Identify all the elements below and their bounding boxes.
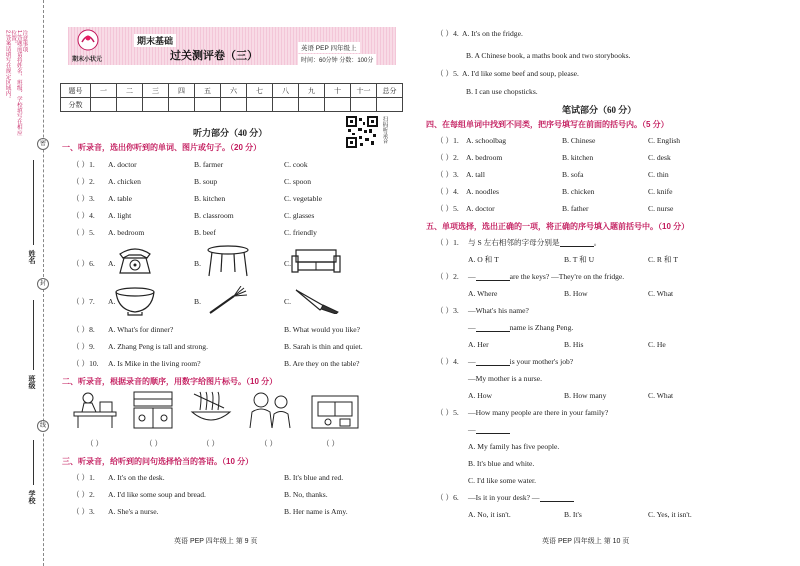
answer-bracket[interactable]: （ ）1. <box>72 160 95 169</box>
fill-blank[interactable] <box>476 427 510 434</box>
option-b: B. beef <box>194 228 216 237</box>
option-a: A. I'd like some beef and soup, please. <box>462 69 579 78</box>
answer-bracket[interactable]: （ ）5. <box>72 228 95 237</box>
option-c: C. friendly <box>284 228 317 237</box>
picture-bracket[interactable]: （ ） <box>145 439 163 448</box>
option-a: A. table <box>108 194 133 203</box>
seal-circle-3: 线 <box>37 420 49 432</box>
option-b: B. sofa <box>562 170 584 179</box>
stem-text: 。 <box>593 238 602 247</box>
question-stem <box>468 358 573 366</box>
option-b: B. chicken <box>562 187 595 196</box>
option-a: A. O 和 T <box>468 255 499 264</box>
option-c: C. cook <box>284 160 308 169</box>
score-input[interactable] <box>221 98 247 112</box>
score-input[interactable] <box>169 98 195 112</box>
fill-blank[interactable] <box>540 495 574 502</box>
option-b: B. farmer <box>194 160 224 169</box>
question-stem: —How many people are there in your family? <box>468 408 609 417</box>
picture-bracket[interactable]: （ ） <box>260 439 278 448</box>
question-stem-line2 <box>468 426 510 434</box>
name-label: 姓名 <box>28 250 35 264</box>
answer-bracket[interactable]: （ ）1. <box>436 238 459 247</box>
score-cell: 九 <box>299 84 325 98</box>
fill-blank[interactable] <box>560 240 594 247</box>
answer-bracket[interactable]: （ ）1. <box>436 136 459 145</box>
score-input[interactable] <box>377 98 403 112</box>
stem-text: is your mother's job? <box>509 357 574 366</box>
answer-bracket[interactable]: （ ）10. <box>72 359 99 368</box>
option-c: C. glasses <box>284 211 315 220</box>
answer-bracket[interactable]: （ ）6. <box>72 259 95 268</box>
option-a: A. doctor <box>466 204 495 213</box>
score-cell: 十一 <box>351 84 377 98</box>
binding-strip <box>0 0 52 566</box>
option-a: A. Where <box>468 289 498 298</box>
score-cell: 八 <box>273 84 299 98</box>
option-a: A. My family has five people. <box>468 442 560 451</box>
option-a: A. bedroom <box>108 228 145 237</box>
stem-text: are the keys? —They're on the fridge. <box>509 272 625 281</box>
option-b: B. <box>194 297 201 306</box>
stem-text: 与 S 左右相邻的字母分别是 <box>468 238 560 247</box>
option-c: C. desk <box>648 153 671 162</box>
section1-title: 一、听录音，选出你听到的单词、图片或句子。（20 分） <box>62 143 262 152</box>
option-a: A. <box>108 259 116 268</box>
left-page-footer: 英语 PEP 四年级上 第 9 页 <box>174 538 258 545</box>
seal-circle-2: 封 <box>37 278 49 290</box>
option-c: C. vegetable <box>284 194 322 203</box>
score-input[interactable] <box>325 98 351 112</box>
option-c: C. English <box>648 136 681 145</box>
answer-bracket[interactable]: （ ）7. <box>72 297 95 306</box>
score-cell: 七 <box>247 84 273 98</box>
option-b: B. T 和 U <box>564 255 595 264</box>
option-b: B. father <box>562 204 589 213</box>
stem-text: — <box>468 425 476 434</box>
option-b: B. I can use chopsticks. <box>466 87 538 96</box>
score-input[interactable] <box>91 98 117 112</box>
option-b: B. kitchen <box>194 194 226 203</box>
picture-bracket[interactable]: （ ） <box>86 439 104 448</box>
option-a: A. tall <box>466 170 485 179</box>
option-a: A. I'd like some soup and bread. <box>108 490 206 499</box>
option-c: C. thin <box>648 170 669 179</box>
score-input[interactable] <box>299 98 325 112</box>
sofa-picture <box>290 246 342 278</box>
answer-bracket[interactable]: （ ）5. <box>436 408 459 417</box>
option-a: A. How <box>468 391 493 400</box>
fork-picture <box>206 286 248 318</box>
option-b: B. Sarah is thin and quiet. <box>284 342 363 351</box>
scene-picture-5 <box>310 390 360 432</box>
qr-caption: 扫码听录音 <box>381 116 388 144</box>
score-table-score-row <box>61 98 403 112</box>
section3-title: 三、听录音，给听到的问句选择恰当的答语。（10 分） <box>62 457 254 466</box>
table-picture <box>206 244 250 280</box>
score-input[interactable] <box>351 98 377 112</box>
option-a: A. It's on the desk. <box>108 473 165 482</box>
option-a: A. light <box>108 211 132 220</box>
option-c: C. He <box>648 340 666 349</box>
option-a: A. Is Mike in the living room? <box>108 359 201 368</box>
score-cell: 六 <box>221 84 247 98</box>
answer-bracket[interactable]: （ ）2. <box>436 153 459 162</box>
option-b: B. It's blue and white. <box>468 459 535 468</box>
option-b: B. How many <box>564 391 607 400</box>
score-table-header-row <box>61 84 403 98</box>
exam-notice: 注意事项 1.答题前请将姓名、班级、学校填写在相应位置。 2.答案请填写在规定区域内。 <box>4 30 28 136</box>
option-b: B. It's blue and red. <box>284 473 344 482</box>
option-a: A. chicken <box>108 177 141 186</box>
subject-grade: 英语 PEP 四年级上 <box>298 42 360 53</box>
option-b: B. classroom <box>194 211 234 220</box>
option-a: A. <box>108 297 116 306</box>
score-cell: 三 <box>143 84 169 98</box>
class-field[interactable] <box>33 300 34 370</box>
option-c: C. I'd like some water. <box>468 476 537 485</box>
series-label: 期末基础 <box>134 34 176 47</box>
answer-bracket[interactable]: （ ）3. <box>72 194 95 203</box>
answer-bracket[interactable]: （ ）2. <box>72 490 95 499</box>
scene-picture-3 <box>188 390 234 432</box>
answer-bracket[interactable]: （ ）3. <box>72 507 95 516</box>
answer-bracket[interactable]: （ ）2. <box>72 177 95 186</box>
option-c: C. knife <box>648 187 673 196</box>
option-c: C. Yes, it isn't. <box>648 510 692 519</box>
option-c: C. <box>284 259 291 268</box>
option-a: A. It's on the fridge. <box>462 29 523 38</box>
option-c: C. spoon <box>284 177 312 186</box>
option-b: B. What would you like? <box>284 325 360 334</box>
picture-bracket[interactable]: （ ） <box>322 439 340 448</box>
score-cell: 题号 <box>61 84 91 98</box>
stem-text: — <box>468 272 476 281</box>
answer-bracket[interactable]: （ ）4. <box>436 357 459 366</box>
score-cell: 一 <box>91 84 117 98</box>
scene-picture-4 <box>246 390 296 432</box>
answer-bracket[interactable]: （ ）4. <box>436 29 459 38</box>
section4-title: 四、在每组单词中找到不同类，把序号填写在前面的括号内。（5 分） <box>426 120 669 129</box>
score-cell: 五 <box>195 84 221 98</box>
time-score: 时间：60分钟 分数：100分 <box>298 54 376 65</box>
scene-picture-1 <box>72 390 118 432</box>
score-table <box>60 83 403 112</box>
section5-title: 五、单项选择，选出正确的一项，将正确的序号填入题前括号中。（10 分） <box>426 222 690 231</box>
knife-picture <box>294 288 340 316</box>
qr-code[interactable] <box>346 116 378 148</box>
score-input[interactable] <box>273 98 299 112</box>
fill-blank[interactable] <box>476 359 510 366</box>
paper-title: 过关测评卷（三） <box>170 50 258 62</box>
stem-text: —Is it in your desk? — <box>468 493 540 502</box>
answer-bracket[interactable]: （ ）9. <box>72 342 95 351</box>
listening-title: 听力部分（40 分） <box>193 128 268 138</box>
score-cell: 分数 <box>61 98 91 112</box>
option-b: B. <box>194 259 201 268</box>
answer-bracket[interactable]: （ ）3. <box>436 306 459 315</box>
option-b: B. kitchen <box>562 153 594 162</box>
option-b: B. No, thanks. <box>284 490 328 499</box>
scene-picture-2 <box>130 390 176 432</box>
answer-bracket[interactable]: （ ）1. <box>72 473 95 482</box>
answer-bracket[interactable]: （ ）6. <box>436 493 459 502</box>
score-cell: 四 <box>169 84 195 98</box>
option-b: B. His <box>564 340 584 349</box>
option-a: A. Zhang Peng is tall and strong. <box>108 342 208 351</box>
option-c: C. What <box>648 289 674 298</box>
seal-circle-1: 密 <box>37 138 49 150</box>
score-cell: 总分 <box>377 84 403 98</box>
brand-name: 期末小状元 <box>72 57 103 63</box>
answer-bracket[interactable]: （ ）4. <box>72 211 95 220</box>
brand-logo <box>74 29 102 53</box>
option-b: B. It's <box>564 510 582 519</box>
fill-blank[interactable] <box>476 274 510 281</box>
option-b: B. How <box>564 289 588 298</box>
option-a: A. schoolbag <box>466 136 507 145</box>
right-page-footer: 英语 PEP 四年级上 第 10 页 <box>542 538 630 545</box>
option-c: C. What <box>648 391 674 400</box>
stem-text: — <box>468 357 476 366</box>
option-b: B. A Chinese book, a maths book and two storybooks. <box>466 51 631 60</box>
question-stem <box>468 494 574 502</box>
option-a: A. Her <box>468 340 489 349</box>
fill-blank[interactable] <box>476 325 510 332</box>
picture-bracket[interactable]: （ ） <box>202 439 220 448</box>
option-a: A. No, it isn't. <box>468 510 511 519</box>
question-stem <box>468 239 601 247</box>
option-b: B. Chinese <box>562 136 596 145</box>
option-c: C. R 和 T <box>648 255 678 264</box>
telephone-picture <box>116 244 154 278</box>
score-cell: 二 <box>117 84 143 98</box>
score-input[interactable] <box>247 98 273 112</box>
stem-text: — <box>468 323 476 332</box>
written-title: 笔试部分（60 分） <box>562 105 637 115</box>
option-b: B. Her name is Amy. <box>284 507 348 516</box>
answer-bracket[interactable]: （ ）5. <box>436 204 459 213</box>
answer-bracket[interactable]: （ ）2. <box>436 272 459 281</box>
school-field[interactable] <box>33 440 34 485</box>
option-b: B. soup <box>194 177 218 186</box>
question-stem <box>468 273 624 281</box>
option-b: B. Are they on the table? <box>284 359 360 368</box>
answer-bracket[interactable]: （ ）3. <box>436 170 459 179</box>
score-cell: 十 <box>325 84 351 98</box>
option-a: A. bedroom <box>466 153 503 162</box>
name-field[interactable] <box>33 160 34 245</box>
score-input[interactable] <box>143 98 169 112</box>
answer-bracket[interactable]: （ ）8. <box>72 325 95 334</box>
option-c: C. nurse <box>648 204 674 213</box>
score-input[interactable] <box>117 98 143 112</box>
question-stem: —What's his name? <box>468 306 529 315</box>
answer-bracket[interactable]: （ ）4. <box>436 187 459 196</box>
class-label: 班级 <box>28 375 35 389</box>
bowl-picture <box>114 286 156 318</box>
score-input[interactable] <box>195 98 221 112</box>
school-label: 学校 <box>28 490 35 504</box>
question-stem-line2 <box>468 324 573 332</box>
option-a: A. noodles <box>466 187 499 196</box>
option-a: A. What's for dinner? <box>108 325 174 334</box>
answer-bracket[interactable]: （ ）5. <box>436 69 459 78</box>
option-c: C. <box>284 297 291 306</box>
stem-text: name is Zhang Peng. <box>509 323 574 332</box>
question-stem-line2: —My mother is a nurse. <box>468 374 543 383</box>
option-a: A. She's a nurse. <box>108 507 159 516</box>
section2-title: 二、听录音，根据录音的顺序，用数字给图片标号。（10 分） <box>62 377 278 386</box>
option-a: A. doctor <box>108 160 137 169</box>
